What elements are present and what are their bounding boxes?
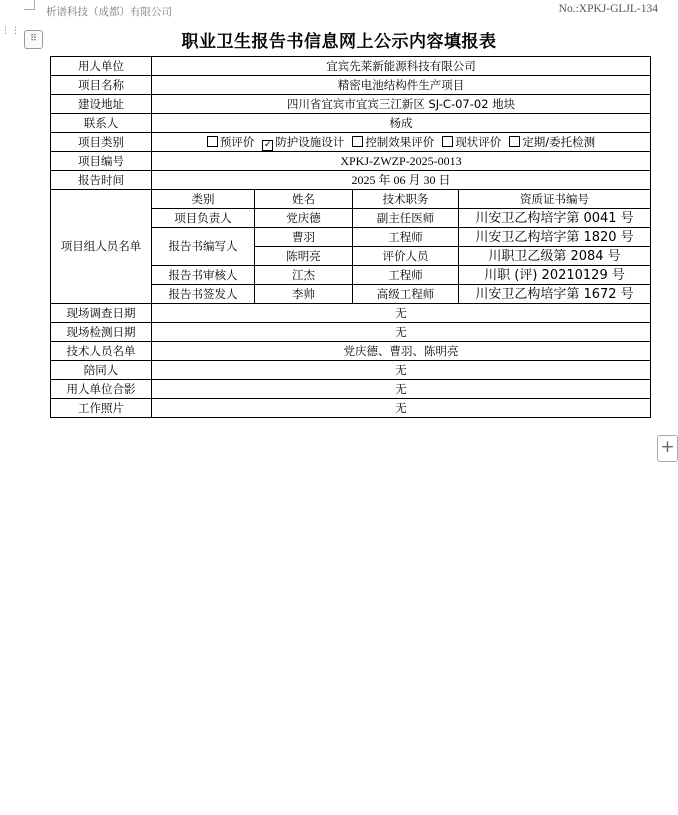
escort-label: 陪同人: [51, 361, 152, 380]
category-option-label: 控制效果评价: [365, 134, 435, 149]
member-title[interactable]: 工程师: [353, 228, 459, 247]
row-contact: [51, 114, 651, 133]
address-value[interactable]: 四川省宜宾市宜宾三江新区 SJ-C-07-02 地块: [152, 95, 651, 114]
member-name[interactable]: 曹羽: [255, 228, 353, 247]
test-date-value[interactable]: 无: [152, 323, 651, 342]
category-option[interactable]: [442, 135, 501, 149]
member-cert[interactable]: 川职 (评) 20210129 号: [459, 266, 651, 285]
employer-label: 用人单位: [51, 57, 152, 76]
team-header-category: 类别: [152, 190, 255, 209]
row-category: [51, 133, 651, 152]
escort-value[interactable]: 无: [152, 361, 651, 380]
team-header-name: 姓名: [255, 190, 353, 209]
category-option[interactable]: [352, 135, 434, 149]
category-option[interactable]: [207, 135, 255, 149]
row-address: [51, 95, 651, 114]
survey-date-value[interactable]: 无: [152, 304, 651, 323]
member-name[interactable]: 陈明亮: [255, 247, 353, 266]
team-header-title: 技术职务: [353, 190, 459, 209]
row-test-date: [51, 323, 651, 342]
project-no-value[interactable]: XPKJ-ZWZP-2025-0013: [152, 152, 651, 171]
drag-handle-icon[interactable]: ⋮⋮: [1, 26, 21, 36]
employer-value[interactable]: 宜宾先莱新能源科技有限公司: [152, 57, 651, 76]
project-no-label: 项目编号: [51, 152, 152, 171]
member-cert[interactable]: 川职卫乙级第 2084 号: [459, 247, 651, 266]
group-photo-label: 用人单位合影: [51, 380, 152, 399]
header-doc-number: No.:XPKJ-GLJL-134: [558, 3, 658, 15]
group-photo-value[interactable]: 无: [152, 380, 651, 399]
category-option-label: 防护设施设计: [275, 134, 345, 149]
team-label: 项目组人员名单: [51, 190, 152, 304]
checked-box-icon[interactable]: ✓: [264, 139, 272, 150]
contact-value[interactable]: 杨成: [152, 114, 651, 133]
member-role[interactable]: 报告书审核人: [152, 266, 255, 285]
checkbox-icon[interactable]: [352, 136, 363, 147]
team-header-cert: 资质证书编号: [459, 190, 651, 209]
address-label: 建设地址: [51, 95, 152, 114]
disclosure-form-table: [50, 56, 651, 418]
table-move-handle-icon[interactable]: ⠿: [24, 30, 43, 49]
member-title[interactable]: 评价人员: [353, 247, 459, 266]
add-row-button[interactable]: +: [657, 435, 678, 462]
row-group-photo: [51, 380, 651, 399]
row-report-date: [51, 171, 651, 190]
work-photo-value[interactable]: 无: [152, 399, 651, 418]
header-company: 析谱科技（成都）有限公司: [46, 6, 172, 18]
category-label: 项目类别: [51, 133, 152, 152]
member-title[interactable]: 副主任医师: [353, 209, 459, 228]
test-date-label: 现场检测日期: [51, 323, 152, 342]
member-role[interactable]: 项目负责人: [152, 209, 255, 228]
member-name[interactable]: 江杰: [255, 266, 353, 285]
page-corner-mark: [24, 0, 35, 10]
category-option-label: 预评价: [219, 134, 255, 149]
member-cert[interactable]: 川安卫乙构培字第 1672 号: [459, 285, 651, 304]
checkbox-icon[interactable]: [509, 136, 520, 147]
report-date-label: 报告时间: [51, 171, 152, 190]
row-tech-staff: [51, 342, 651, 361]
checkbox-icon[interactable]: [442, 136, 453, 147]
member-title[interactable]: 高级工程师: [353, 285, 459, 304]
project-name-label: 项目名称: [51, 76, 152, 95]
document-title: 职业卫生报告书信息网上公示内容填报表: [181, 32, 497, 52]
team-header-row: [51, 190, 651, 209]
row-employer: [51, 57, 651, 76]
member-role[interactable]: 报告书编写人: [152, 228, 255, 266]
row-survey-date: [51, 304, 651, 323]
work-photo-label: 工作照片: [51, 399, 152, 418]
project-name-value[interactable]: 精密电池结构件生产项目: [152, 76, 651, 95]
category-options: [152, 133, 651, 152]
row-project-name: [51, 76, 651, 95]
row-project-no: [51, 152, 651, 171]
contact-label: 联系人: [51, 114, 152, 133]
survey-date-label: 现场调查日期: [51, 304, 152, 323]
tech-staff-label: 技术人员名单: [51, 342, 152, 361]
tech-staff-value[interactable]: 党庆德、曹羽、陈明亮: [152, 342, 651, 361]
row-escort: [51, 361, 651, 380]
member-name[interactable]: 李帅: [255, 285, 353, 304]
checkbox-icon[interactable]: [207, 136, 218, 147]
category-option[interactable]: [262, 135, 344, 149]
row-work-photo: [51, 399, 651, 418]
report-date-value[interactable]: 2025 年 06 月 30 日: [152, 171, 651, 190]
member-name[interactable]: 党庆德: [255, 209, 353, 228]
member-title[interactable]: 工程师: [353, 266, 459, 285]
category-option-label: 定期/委托检测: [522, 134, 596, 149]
member-role[interactable]: 报告书签发人: [152, 285, 255, 304]
category-option-label: 现状评价: [455, 134, 502, 149]
member-cert[interactable]: 川安卫乙构培字第 1820 号: [459, 228, 651, 247]
member-cert[interactable]: 川安卫乙构培字第 0041 号: [459, 209, 651, 228]
category-option[interactable]: [509, 135, 595, 149]
